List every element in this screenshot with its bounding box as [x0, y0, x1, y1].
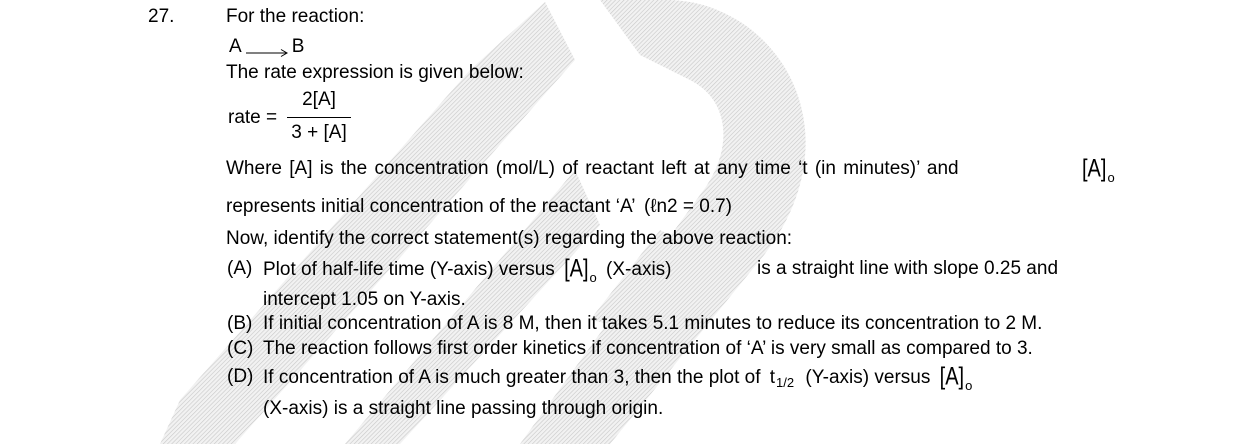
option-d-text: If concentration of A is much greater than 3, then the plot of $t_{1/2}$ (Y-axis) versus $[A]_o$ — [263, 363, 973, 393]
rate-label: rate = — [228, 107, 278, 128]
rate-denominator: 3 + [A] — [291, 122, 347, 143]
t-half: $t_{1/2}$ — [769, 367, 795, 390]
fraction-bar — [287, 117, 351, 118]
option-a-text-cont: is a straight line with slope 0.25 and — [757, 258, 1059, 279]
question-prompt: Now, identify the correct statement(s) regarding the above reaction: — [226, 228, 793, 249]
question-intro: For the reaction: — [226, 6, 365, 27]
rate-intro: The rate expression is given below: — [226, 62, 524, 83]
option-d-letter: (D) — [227, 366, 254, 387]
rate-numerator: 2[A] — [302, 89, 336, 110]
option-c-text: The reaction follows first order kinetics if concentration of ‘A’ is very small as compared to 3. — [263, 338, 1033, 359]
where-line: Where [A] is the concentration (mol/L) of reactant left at any time ‘t (in minutes)’ and — [226, 158, 959, 179]
reaction-arrow-icon — [244, 42, 290, 52]
option-a-symbol: [A] — [564, 255, 589, 283]
option-a-letter: (A) — [227, 258, 253, 279]
option-d-text-line2: (X-axis) is a straight line passing through origin. — [263, 398, 664, 419]
option-c-letter: (C) — [227, 338, 254, 359]
reaction-equation — [229, 36, 304, 58]
option-d-symbol: [A] — [939, 363, 965, 391]
product-label: B — [291, 36, 305, 57]
option-a-text-line2: intercept 1.05 on Y-axis. — [263, 289, 466, 310]
where-tail-symbol: $[A]_o$ — [1082, 155, 1115, 185]
option-a-text: Plot of half-life time (Y-axis) versus $[A]_o$ (X-axis) — [263, 255, 672, 285]
option-b-letter: (B) — [227, 313, 253, 334]
ln-note: (ℓn2 = 0.7) — [644, 196, 733, 217]
reactant-label: A — [229, 36, 242, 57]
rate-fraction — [287, 88, 351, 150]
question-number: 27. — [148, 6, 175, 27]
represents-line: represents initial concentration of the reactant ‘A’ (ℓn2 = 0.7) — [226, 196, 733, 217]
option-b-text: If initial concentration of A is 8 M, then it takes 5.1 minutes to reduce its concentration to 2 M. — [263, 313, 1043, 334]
